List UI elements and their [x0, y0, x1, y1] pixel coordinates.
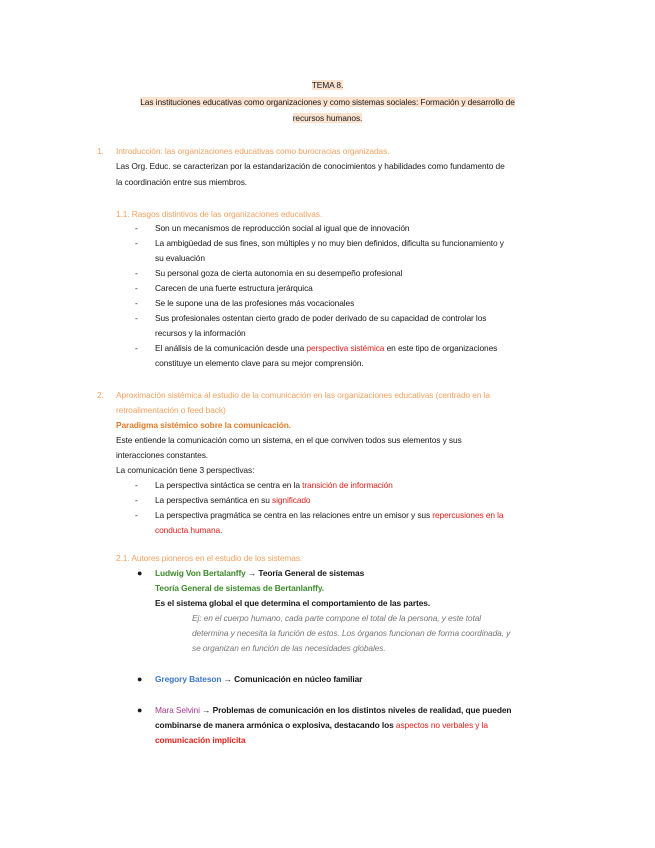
list-item-text — [155, 493, 311, 508]
dash-bullet: - — [135, 238, 138, 248]
author-description: → Comunicación en núcleo familiar — [221, 674, 363, 684]
bullet-dot: ● — [137, 705, 143, 715]
highlight-text: aspectos no verbales y la — [395, 720, 488, 730]
dash-bullet: - — [135, 223, 138, 233]
subsection-2-1-heading: 2.1. Autores pioneros en el estudio de los sistemas. — [116, 553, 303, 563]
doc-subtitle-1: Las instituciones educativas como organizaciones y como sistemas sociales: Formación y desarrollo de — [140, 97, 515, 107]
subtitle-line-1 — [0, 95, 655, 110]
list-item-text: Carecen de una fuerte estructura jerárquica — [155, 283, 313, 293]
dash-bullet: - — [135, 298, 138, 308]
text-run: La perspectiva semántica en su — [155, 495, 273, 505]
highlight-text: repercusiones en la — [432, 510, 504, 520]
example-line-2: determina y necesita la función de estos. Los órganos funcionan de forma coordinada, y — [192, 628, 511, 638]
subtitle-line-2 — [0, 111, 655, 126]
highlight-text: transición de información — [302, 480, 393, 490]
doc-subtitle-2: recursos humanos. — [292, 113, 363, 123]
text-run: combinarse de manera armónica o explosiva, destacando los — [155, 720, 396, 730]
dash-bullet: - — [135, 283, 138, 293]
list-item-continuation: su evaluación — [155, 253, 205, 263]
list-item-continuation: recursos y la información — [155, 328, 246, 338]
example-line-3: se organizan en función de las necesidades globales. — [192, 643, 386, 653]
list-item-continuation: constituye un elemento clave para su mejor comprensión. — [155, 358, 364, 368]
author-line — [155, 703, 511, 718]
author-line — [155, 566, 364, 581]
section-2-heading-1: Aproximación sistémica al estudio de la comunicación en las organizaciones educativas (centrado en la — [116, 390, 490, 400]
dash-bullet: - — [135, 268, 138, 278]
doc-title: TEMA 8. — [311, 80, 344, 90]
theory-title: Teoría General de sistemas de Bertanlanffy. — [155, 583, 325, 593]
author-description: → Teoría General de sistemas — [245, 568, 365, 578]
bullet-dot: ● — [137, 674, 143, 684]
author-description-line-2 — [155, 718, 488, 733]
author-name: Ludwig Von Bertalanffy — [155, 568, 246, 578]
author-name: Gregory Bateson — [155, 674, 222, 684]
section-2-number: 2. — [97, 390, 104, 400]
list-item-text: La ambigüedad de sus fines, son múltiples y no muy bien definidos, dificulta su funcionamiento y — [155, 238, 504, 248]
title-block — [0, 78, 655, 93]
dash-bullet: - — [135, 343, 138, 353]
author-description-line-3: comunicación implícita — [155, 735, 246, 745]
dash-bullet: - — [135, 510, 138, 520]
list-item-text: Sus profesionales ostentan cierto grado de poder derivado de su capacidad de controlar los — [155, 313, 487, 323]
author-line — [155, 672, 362, 687]
highlight-text: significado — [272, 495, 311, 505]
paradigm-heading: Paradigma sistémico sobre la comunicación. — [116, 420, 291, 430]
list-item-continuation — [155, 523, 222, 538]
theory-description: Es el sistema global el que determina el comportamiento de las partes. — [155, 598, 431, 608]
text-run: en este tipo de organizaciones — [384, 343, 498, 353]
list-item-text: Su personal goza de cierta autonomía en su desempeño profesional — [155, 268, 403, 278]
highlight-text: perspectiva sistémica — [306, 343, 385, 353]
section-2-paragraph-1: Este entiende la comunicación como un sistema, en el que conviven todos sus elementos y sus — [116, 435, 462, 445]
list-item-text: Se le supone una de las profesiones más vocacionales — [155, 298, 355, 308]
dash-bullet: - — [135, 313, 138, 323]
section-1-heading: Introducción: las organizaciones educativas como burocracias organizadas. — [116, 146, 390, 156]
list-item-text — [155, 508, 504, 523]
list-item-text — [155, 478, 393, 493]
subsection-1-1-heading: 1.1. Rasgos distintivos de las organizaciones educativas. — [116, 209, 323, 219]
list-item-text: Son un mecanismos de reproducción social al igual que de innovación — [155, 223, 410, 233]
dash-bullet: - — [135, 480, 138, 490]
dash-bullet: - — [135, 495, 138, 505]
author-description: → Problemas de comunicación en los distintos niveles de realidad, que pueden — [199, 705, 512, 715]
section-1-number: 1. — [97, 146, 104, 156]
text-run: La perspectiva sintáctica se centra en la — [155, 480, 303, 490]
highlight-text: conducta humana — [155, 525, 221, 535]
bullet-dot: ● — [137, 568, 143, 578]
text-run: El análisis de la comunicación desde una — [155, 343, 307, 353]
section-2-paragraph-2: interacciones constantes. — [116, 450, 209, 460]
section-2-paragraph-3: La comunicación tiene 3 perspectivas: — [116, 465, 255, 475]
example-line-1: Ej: en el cuerpo humano, cada parte compone el total de la persona, y este total — [192, 613, 482, 623]
text-run: . — [220, 525, 223, 535]
text-run: La perspectiva pragmática se centra en las relaciones entre un emisor y sus — [155, 510, 433, 520]
section-2-heading-2: retroalimentación o feed back) — [116, 405, 226, 415]
section-1-paragraph-1: Las Org. Educ. se caracterizan por la estandarización de conocimientos y habilidades como fundamento de — [116, 161, 505, 171]
section-1-paragraph-2: la coordinación entre sus miembros. — [116, 177, 248, 187]
author-name: Mara Selvini — [155, 705, 200, 715]
list-item-text — [155, 341, 497, 356]
